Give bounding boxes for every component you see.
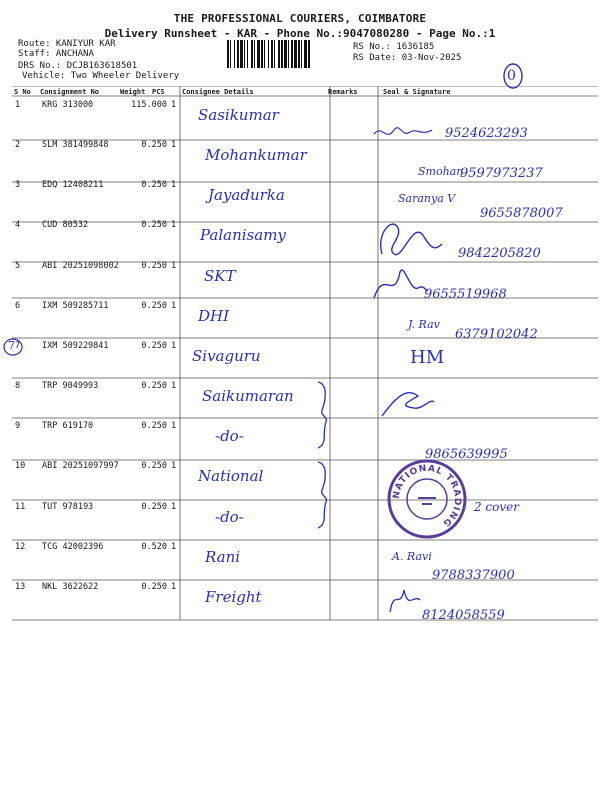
barcode-bar	[288, 40, 289, 68]
row-pcs: 1	[171, 542, 177, 552]
row-consignee: Jayadurka	[208, 186, 285, 204]
row-sno: 10	[15, 461, 26, 471]
row-pcs: 1	[171, 180, 177, 190]
row-consignment-no: TUT 978193	[42, 502, 94, 512]
row-phone: 8124058559	[422, 608, 505, 623]
col-signature: Seal & Signature	[383, 88, 451, 96]
barcode-bar	[304, 40, 307, 68]
barcode-bar	[230, 40, 231, 68]
row7-mark: 7	[8, 339, 15, 352]
row-sno: 13	[15, 582, 26, 592]
row-consignee: National	[198, 467, 264, 485]
signature-scribble-13	[386, 582, 426, 618]
barcode-bar	[257, 40, 260, 68]
row-weight: 0.250	[141, 381, 167, 391]
row-consignment-no: SLM 381499848	[42, 140, 109, 150]
row-pcs: 1	[171, 301, 177, 311]
row-phone: 9788337900	[432, 568, 515, 583]
row-consignment-no: IXM 509285711	[42, 301, 109, 311]
row-consignee: Mohankumar	[205, 146, 307, 164]
drs-number: DRS No.: DCJB163618501	[18, 61, 138, 71]
row-weight: 0.520	[141, 542, 167, 552]
row-sno: 7	[15, 341, 21, 351]
row-phone: 9524623293	[445, 126, 528, 141]
row-weight: 0.250	[141, 582, 167, 592]
row-consignment-no: NKL 3622622	[42, 582, 99, 592]
row-weight: 0.250	[141, 261, 167, 271]
barcode-bar	[308, 40, 310, 68]
row-consignment-no: CUD 80532	[42, 220, 89, 230]
barcode-bar	[240, 40, 243, 68]
row-pcs: 1	[171, 100, 177, 110]
company-title: THE PROFESSIONAL COURIERS, COIMBATORE	[173, 12, 427, 25]
barcode-bar	[264, 40, 265, 68]
barcode-bar	[301, 40, 302, 68]
row-weight: 0.250	[141, 220, 167, 230]
row-consignment-no: KRG 313000	[42, 100, 94, 110]
barcode-bar	[244, 40, 245, 68]
barcode-bar	[271, 40, 273, 68]
row-consignee: Freight	[205, 588, 262, 606]
brace-rows-8-9	[312, 380, 334, 450]
barcode-bar	[291, 40, 293, 68]
row-consignee: SKT	[204, 267, 236, 285]
signature-scribble-5	[370, 262, 430, 306]
row-consignee: Saikumaran	[202, 387, 294, 405]
brace-rows-10-11	[312, 460, 334, 530]
row-weight: 0.250	[141, 502, 167, 512]
row-pcs: 1	[171, 421, 177, 431]
row-consignee: Rani	[205, 548, 241, 566]
col-consignee: Consignee Details	[182, 88, 254, 96]
col-remarks: Remarks	[328, 88, 358, 96]
row-pcs: 1	[171, 261, 177, 271]
row-sno: 12	[15, 542, 26, 552]
row-sno: 9	[15, 421, 21, 431]
row-phone: 9597973237	[460, 166, 543, 181]
col-consignment: Consignment No	[40, 88, 100, 96]
barcode-bar	[294, 40, 297, 68]
barcode-bar	[268, 40, 269, 68]
signature-scribble-1	[372, 120, 442, 144]
staff-label: Staff: ANCHANA	[18, 49, 94, 59]
row-sno: 4	[15, 220, 21, 230]
stamp-text: NATIONAL TRADING	[391, 463, 463, 529]
barcode-bar	[298, 40, 300, 68]
signature-row12: A. Ravi	[392, 550, 432, 563]
row-consignee: Sasikumar	[198, 106, 279, 124]
signature-row7: HM	[410, 347, 445, 368]
barcode-bar	[278, 40, 280, 68]
row-sno: 11	[15, 502, 26, 512]
row-consignment-no: TCG 42002396	[42, 542, 104, 552]
row-consignment-no: ABI 20251097997	[42, 461, 119, 471]
row-consignee: -do-	[215, 508, 244, 526]
row-consignment-no: IXM 509229841	[42, 341, 109, 351]
row-weight: 0.250	[141, 421, 167, 431]
row-consignment-no: EDQ 12408211	[42, 180, 104, 190]
vehicle-label: Vehicle: Two Wheeler Delivery	[22, 71, 180, 81]
row-sno: 1	[15, 100, 21, 110]
row-consignee: DHI	[198, 307, 230, 325]
rs-date: RS Date: 03-Nov-2025	[353, 53, 462, 63]
barcode-bar	[234, 40, 235, 68]
row-weight: 0.250	[141, 461, 167, 471]
row-consignment-no: TRP 619170	[42, 421, 94, 431]
row-consignee: Sivaguru	[192, 347, 261, 365]
row-phone: 9842205820	[458, 246, 541, 261]
barcode-bar	[254, 40, 255, 68]
signature-row6: J. Rav	[408, 318, 440, 331]
row-sno: 6	[15, 301, 21, 311]
route-label: Route: KANIYUR KAR	[18, 39, 116, 49]
barcode-bar	[247, 40, 248, 68]
row-consignment-no: TRP 9049993	[42, 381, 99, 391]
barcode-bar	[251, 40, 253, 68]
col-pcs: PCS	[152, 88, 165, 96]
row-pcs: 1	[171, 502, 177, 512]
row-phone: 9865639995	[425, 447, 508, 462]
row-sno: 5	[15, 261, 21, 271]
barcode-bar	[237, 40, 239, 68]
row-pcs: 1	[171, 140, 177, 150]
row-pcs: 1	[171, 341, 177, 351]
row-pcs: 1	[171, 582, 177, 592]
signature-row11: 2 cover	[474, 500, 520, 514]
row-pcs: 1	[171, 381, 177, 391]
col-weight: Weight	[120, 88, 146, 96]
row-weight: 0.250	[141, 140, 167, 150]
row-sno: 3	[15, 180, 21, 190]
signature-scribble-8	[378, 384, 438, 424]
row-sno: 8	[15, 381, 21, 391]
row-pcs: 1	[171, 461, 177, 471]
rs-number: RS No.: 1636185	[353, 42, 435, 52]
row-weight: 0.250	[141, 341, 167, 351]
signature-row2: Smohan	[418, 165, 464, 178]
row-phone: 6379102042	[455, 327, 538, 342]
barcode-bar	[227, 40, 229, 68]
row-pcs: 1	[171, 220, 177, 230]
barcode-bar	[284, 40, 287, 68]
row-weight: 0.250	[141, 301, 167, 311]
row-weight: 0.250	[141, 180, 167, 190]
col-sno: S No	[14, 88, 31, 96]
runsheet-subtitle: Delivery Runsheet - KAR - Phone No.:9047080280 - Page No.:1	[104, 27, 496, 40]
row-phone: 9655519968	[424, 287, 507, 302]
page-mark: 0	[507, 68, 516, 84]
row-consignee: Palanisamy	[200, 226, 286, 244]
barcode-bar	[281, 40, 283, 68]
row-weight: 115.000	[131, 100, 167, 110]
company-stamp	[386, 458, 468, 540]
barcode	[227, 40, 349, 68]
signature-row3: Saranya V	[398, 192, 456, 205]
row-sno: 2	[15, 140, 21, 150]
row-consignee: -do-	[215, 427, 244, 445]
signature-scribble-4	[372, 214, 462, 264]
barcode-bar	[261, 40, 263, 68]
row-phone: 9655878007	[480, 206, 563, 221]
row-consignment-no: ABI 20251098002	[42, 261, 119, 271]
barcode-bar	[274, 40, 275, 68]
